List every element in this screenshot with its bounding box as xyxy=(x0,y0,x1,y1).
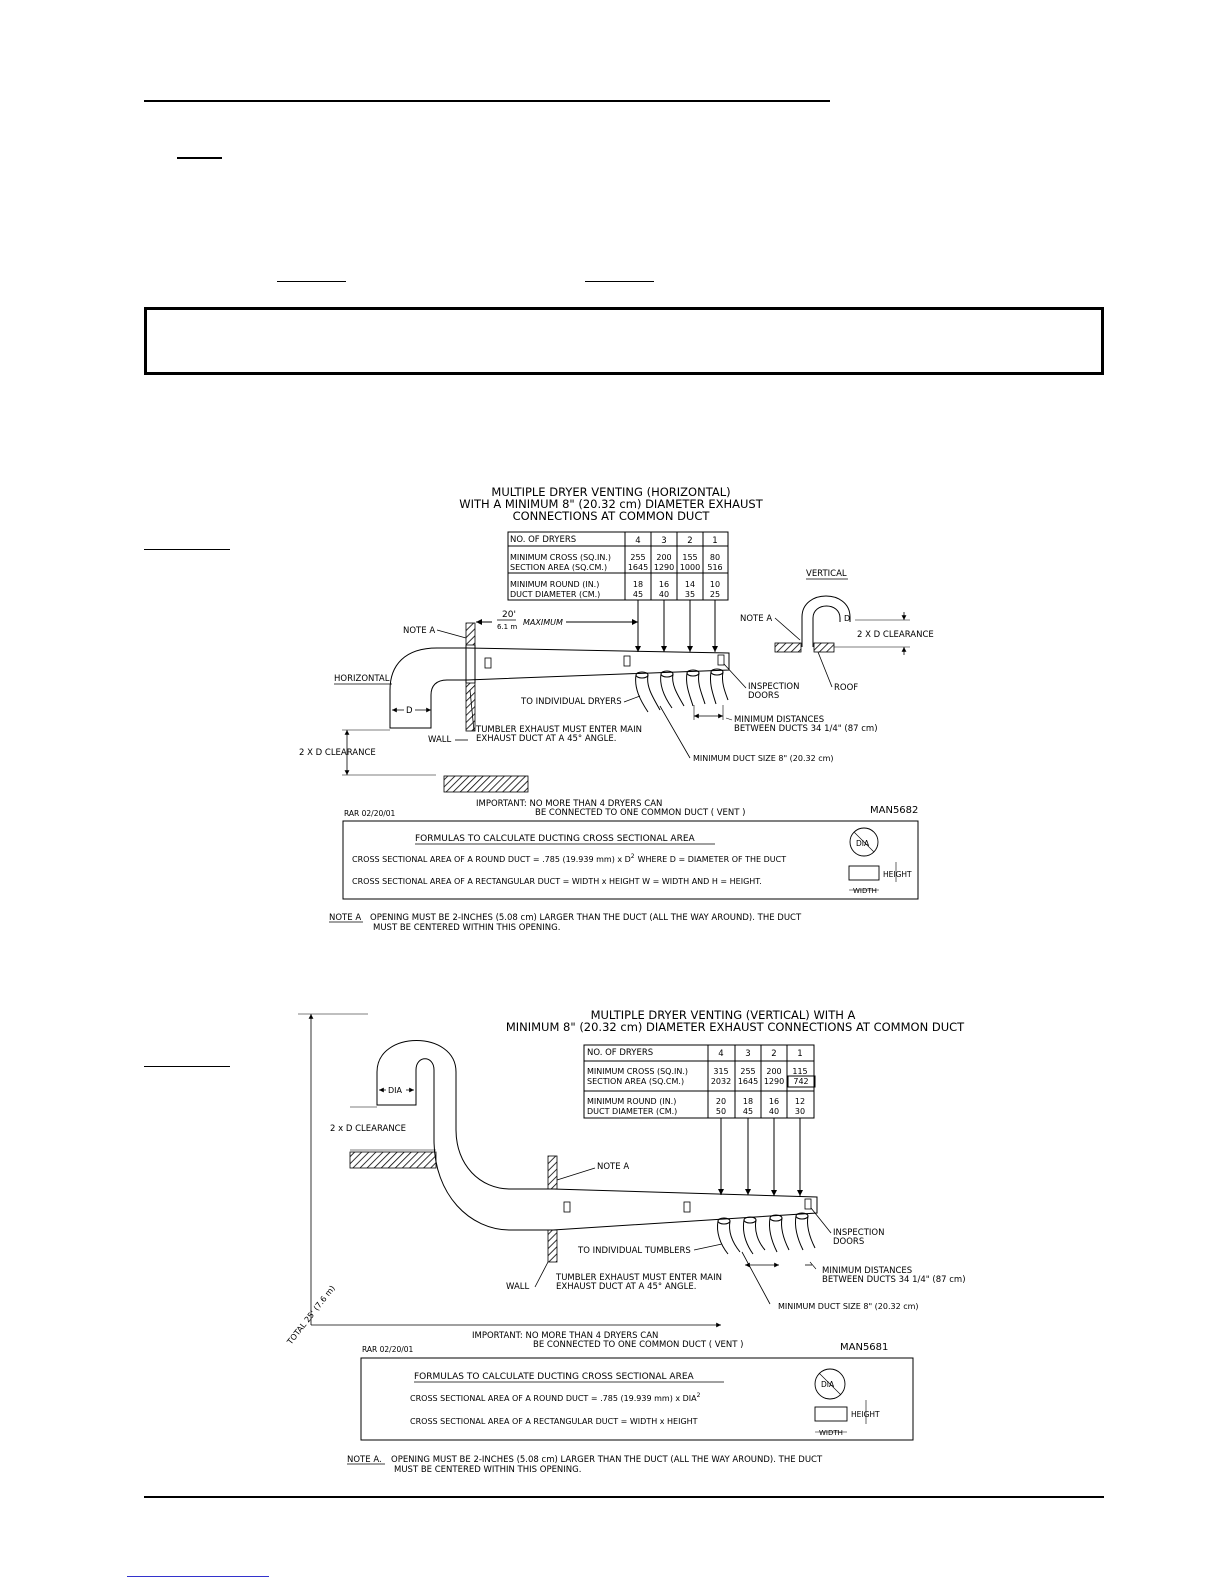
fig1-title-line-3: CONNECTIONS AT COMMON DUCT xyxy=(512,509,710,523)
fig1-count: 2 xyxy=(687,536,693,546)
fig2-row-label: MINIMUM ROUND (IN.) xyxy=(587,1097,677,1106)
fig1-count: 4 xyxy=(635,536,641,546)
fig2-formula-round: CROSS SECTIONAL AREA OF A ROUND DUCT = .785 (19.939 mm) x DIA$^2$ xyxy=(410,1392,701,1403)
fig1-important-line-1: IMPORTANT: NO MORE THAN 4 DRYERS CAN xyxy=(476,799,663,809)
fig2-cell: 255 xyxy=(740,1067,756,1076)
fig1-title-line-1: MULTIPLE DRYER VENTING (HORIZONTAL) xyxy=(491,485,731,499)
fig1-horizontal-label: HORIZONTAL xyxy=(334,674,390,684)
fig2-count: 4 xyxy=(718,1049,724,1059)
fig1-min-dist-line-2: BETWEEN DUCTS 34 1/4" (87 cm) xyxy=(734,724,878,734)
fig1-row-label: SECTION AREA (SQ.CM.) xyxy=(510,563,608,572)
fig2-count: 3 xyxy=(745,1049,751,1059)
fig1-cell: 155 xyxy=(682,553,698,562)
fig1-important-line-2: BE CONNECTED TO ONE COMMON DUCT ( VENT ) xyxy=(535,808,746,818)
fig2-tumbler-line-1: TUMBLER EXHAUST MUST ENTER MAIN xyxy=(556,1273,722,1283)
fig1-note-line-1: OPENING MUST BE 2-INCHES (5.08 cm) LARGER THAN THE DUCT (ALL THE WAY AROUND). THE DUCT xyxy=(370,913,802,923)
fig1-note-a-label: NOTE A xyxy=(403,626,436,636)
fig1-cell: 45 xyxy=(632,590,644,599)
fig1-vertical-d: D xyxy=(844,614,851,623)
fig2-min-dist-line-2: BETWEEN DUCTS 34 1/4" (87 cm) xyxy=(822,1275,966,1285)
fig1-maximum: MAXIMUM xyxy=(523,618,563,627)
fig2-clearance-label: 2 x D CLEARANCE xyxy=(330,1124,406,1134)
fig1-width-label: WIDTH xyxy=(853,887,877,895)
fig2-wall-lower xyxy=(548,1230,557,1262)
fig2-formula-rect: CROSS SECTIONAL AREA OF A RECTANGULAR DUCT = WIDTH x HEIGHT xyxy=(410,1417,698,1426)
fig2-cell: 40 xyxy=(768,1107,780,1116)
fig2-cell: 16 xyxy=(768,1097,780,1106)
fig1-vertical-clearance: 2 X D CLEARANCE xyxy=(857,630,934,640)
fig1-rect-duct-icon xyxy=(849,866,879,880)
fig2-formula-dia-label: DIA xyxy=(821,1380,835,1389)
fig1-row-label: DUCT DIAMETER (CM.) xyxy=(510,590,601,599)
fig2-cell: 742 xyxy=(793,1077,809,1086)
fig2-cell: 20 xyxy=(715,1097,727,1106)
fig2-height-label: HEIGHT xyxy=(851,1410,880,1419)
fig1-tumbler-line-1: TUMBLER EXHAUST MUST ENTER MAIN xyxy=(476,725,642,735)
fig1-cell: 40 xyxy=(658,590,670,599)
fig2-rect-duct-icon xyxy=(815,1407,847,1421)
fig2-title-line-1: MULTIPLE DRYER VENTING (VERTICAL) WITH A xyxy=(590,1008,856,1022)
fig1-cell: 14 xyxy=(684,580,696,589)
fig1-cell: 80 xyxy=(709,553,721,562)
fig2-table-header-label: NO. OF DRYERS xyxy=(587,1048,654,1058)
fig1-wall-upper xyxy=(466,623,475,645)
figure-2 xyxy=(285,1008,966,1475)
fig2-cell: 45 xyxy=(742,1107,754,1116)
fig1-title-line-2: WITH A MINIMUM 8" (20.32 cm) DIAMETER EXHAUST xyxy=(459,497,763,511)
fig1-count: 3 xyxy=(661,536,667,546)
fig1-height-label: HEIGHT xyxy=(883,870,912,879)
fig2-cell: 18 xyxy=(742,1097,754,1106)
fig1-tumbler-line-2: EXHAUST DUCT AT A 45° ANGLE. xyxy=(476,734,617,744)
fig2-tumbler-line-2: EXHAUST DUCT AT A 45° ANGLE. xyxy=(556,1282,697,1292)
fig1-min-dist-line-1: MINIMUM DISTANCES xyxy=(734,715,825,725)
fig1-formula-round: CROSS SECTIONAL AREA OF A ROUND DUCT = .785 (19.939 mm) x $D^2$ WHERE D = DIAMETER OF THE DUCT xyxy=(352,853,787,864)
fig2-cell: 115 xyxy=(792,1067,808,1076)
fig2-note-a-label: NOTE A xyxy=(597,1162,630,1172)
fig1-dist-m: 6.1 m xyxy=(497,623,518,631)
fig1-inspection-doors xyxy=(485,655,724,668)
fig1-cell: 255 xyxy=(630,553,646,562)
fig1-floor-hatch xyxy=(444,776,528,792)
fig1-vertical-goose-neck xyxy=(802,596,850,647)
fig1-inspection-label: INSPECTION xyxy=(748,682,800,692)
fig2-important-line-1: IMPORTANT: NO MORE THAN 4 DRYERS CAN xyxy=(472,1331,659,1341)
fig2-cell: 50 xyxy=(715,1107,727,1116)
fig2-cell: 1645 xyxy=(737,1077,759,1086)
fig1-row-label: MINIMUM ROUND (IN.) xyxy=(510,580,600,589)
fig1-cell: 1645 xyxy=(627,563,649,572)
fig2-min-duct-label: MINIMUM DUCT SIZE 8" (20.32 cm) xyxy=(778,1302,919,1311)
fig2-inspection-doors xyxy=(564,1199,811,1212)
fig2-wall-label: WALL xyxy=(506,1282,530,1292)
fig1-d-label: D xyxy=(406,706,413,716)
fig1-man-ref: MAN5682 xyxy=(870,805,919,816)
fig1-cell: 1290 xyxy=(653,563,675,572)
fig2-cell: 1290 xyxy=(763,1077,785,1086)
fig1-formulas-title: FORMULAS TO CALCULATE DUCTING CROSS SECTIONAL AREA xyxy=(415,834,695,844)
fig1-cell: 18 xyxy=(632,580,644,589)
fig1-cell: 10 xyxy=(709,580,721,589)
fig2-important-line-2: BE CONNECTED TO ONE COMMON DUCT ( VENT ) xyxy=(533,1340,744,1350)
fig1-count: 1 xyxy=(712,536,718,546)
fig1-cell: 25 xyxy=(709,590,721,599)
fig1-note-label: NOTE A xyxy=(329,913,362,923)
fig2-cell: 12 xyxy=(794,1097,806,1106)
fig2-row-label: DUCT DIAMETER (CM.) xyxy=(587,1107,678,1116)
fig2-ceiling-hatch xyxy=(350,1152,436,1168)
fig2-column-arrows xyxy=(721,1118,800,1196)
fig2-note-label: NOTE A. xyxy=(347,1455,382,1465)
fig1-cell: 35 xyxy=(684,590,696,599)
fig1-cell: 1000 xyxy=(679,563,701,572)
fig1-dist-ft: 20' xyxy=(502,610,516,620)
fig1-note-line-2: MUST BE CENTERED WITHIN THIS OPENING. xyxy=(373,923,561,933)
fig2-count: 2 xyxy=(771,1049,777,1059)
fig2-min-dist-line-1: MINIMUM DISTANCES xyxy=(822,1266,913,1276)
fig1-to-dryers-label: TO INDIVIDUAL DRYERS xyxy=(521,697,622,707)
fig2-wall-upper xyxy=(548,1156,557,1189)
fig2-row-label: SECTION AREA (SQ.CM.) xyxy=(587,1077,685,1086)
fig2-count: 1 xyxy=(797,1049,803,1059)
fig2-formulas-title: FORMULAS TO CALCULATE DUCTING CROSS SECTIONAL AREA xyxy=(414,1372,694,1382)
fig2-to-tumblers-label: TO INDIVIDUAL TUMBLERS xyxy=(578,1246,691,1256)
fig1-wall-label: WALL xyxy=(428,735,452,745)
fig1-vertical-note-a: NOTE A xyxy=(740,614,773,624)
fig2-dryer-connectors xyxy=(717,1213,815,1254)
fig1-table-header-label: NO. OF DRYERS xyxy=(510,535,577,545)
fig2-doors-label: DOORS xyxy=(833,1237,865,1247)
fig2-cell: 2032 xyxy=(710,1077,732,1086)
fig2-note-line-2: MUST BE CENTERED WITHIN THIS OPENING. xyxy=(394,1465,582,1475)
fig1-main-duct xyxy=(390,648,729,728)
fig2-man-ref: MAN5681 xyxy=(840,1342,889,1353)
fig1-dia-label: DIA xyxy=(856,839,870,848)
fig1-roof-label: ROOF xyxy=(834,683,859,693)
fig1-cell: 200 xyxy=(656,553,672,562)
fig1-row-label: MINIMUM CROSS (SQ.IN.) xyxy=(510,553,611,562)
fig2-cell: 200 xyxy=(766,1067,782,1076)
fig1-cell: 516 xyxy=(707,563,723,572)
fig2-cell: 315 xyxy=(713,1067,729,1076)
fig2-total-label: TOTAL 25' (7.6 m) xyxy=(285,1283,337,1347)
fig1-clearance-label: 2 X D CLEARANCE xyxy=(299,748,376,758)
fig1-formula-rect: CROSS SECTIONAL AREA OF A RECTANGULAR DUCT = WIDTH x HEIGHT W = WIDTH AND H = HEIGHT. xyxy=(352,877,762,886)
fig1-rar-ref: RAR 02/20/01 xyxy=(344,809,396,818)
fig2-title-line-2: MINIMUM 8" (20.32 cm) DIAMETER EXHAUST CONNECTIONS AT COMMON DUCT xyxy=(505,1020,965,1034)
figure-1 xyxy=(299,485,934,933)
fig2-dia-label: DIA xyxy=(388,1086,402,1095)
fig1-dryer-connectors xyxy=(636,669,728,712)
fig2-inspection-label: INSPECTION xyxy=(833,1228,885,1238)
fig2-row-label: MINIMUM CROSS (SQ.IN.) xyxy=(587,1067,688,1076)
fig2-rar-ref: RAR 02/20/01 xyxy=(362,1345,414,1354)
fig2-note-line-1: OPENING MUST BE 2-INCHES (5.08 cm) LARGER THAN THE DUCT (ALL THE WAY AROUND). THE DUCT xyxy=(391,1455,823,1465)
fig1-min-duct-label: MINIMUM DUCT SIZE 8" (20.32 cm) xyxy=(693,754,834,763)
fig1-vertical-label: VERTICAL xyxy=(806,569,847,579)
fig1-cell: 16 xyxy=(658,580,670,589)
fig1-column-arrows xyxy=(638,600,715,652)
fig1-doors-label: DOORS xyxy=(748,691,780,701)
fig2-width-label: WIDTH xyxy=(819,1429,843,1437)
fig2-cell: 30 xyxy=(794,1107,806,1116)
